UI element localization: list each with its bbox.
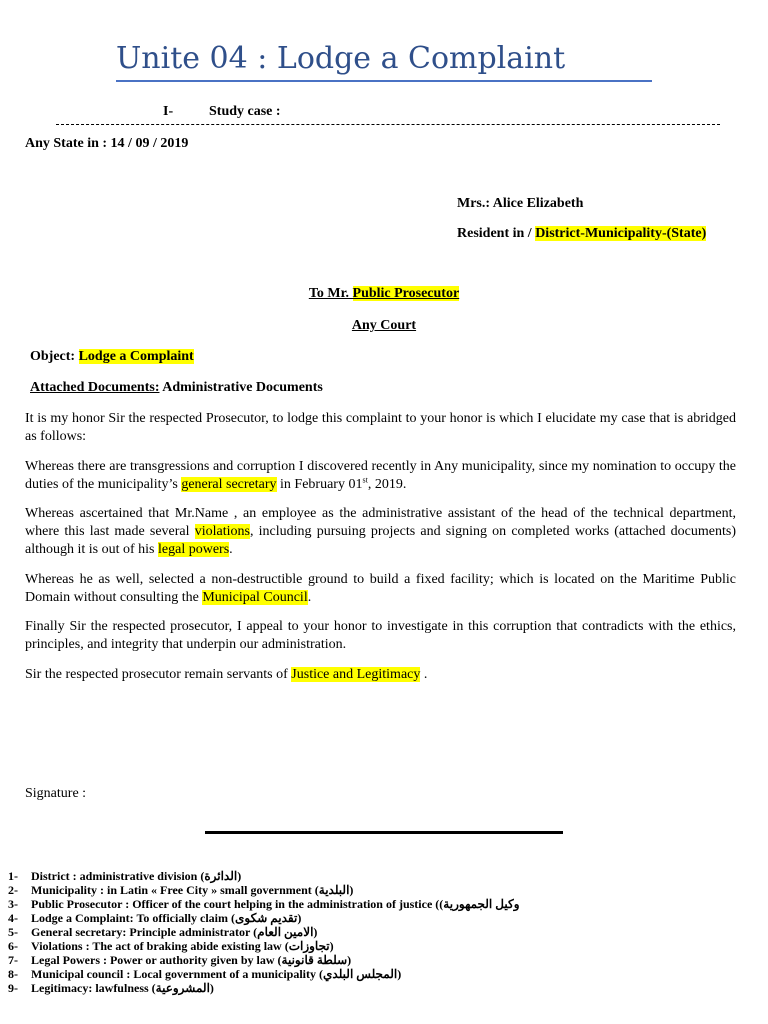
sender-name: Mrs.: Alice Elizabeth — [457, 196, 584, 211]
paragraph-closing — [25, 666, 736, 684]
p4-text-b: . — [307, 590, 312, 605]
object-value: Lodge a Complaint — [78, 349, 194, 364]
paragraph-whereas-2 — [25, 505, 736, 559]
object-label: Object: — [30, 349, 79, 364]
p2-superscript: st — [362, 475, 368, 485]
glossary-item — [8, 939, 708, 953]
recipient-value: Public Prosecutor — [352, 286, 460, 301]
date-line: Any State in : 14 / 09 / 2019 — [25, 136, 189, 151]
p4-highlight: Municipal Council — [202, 590, 308, 605]
glossary-number: 8- — [8, 967, 18, 981]
document-title: Unite 04 : Lodge a Complaint — [116, 42, 652, 82]
glossary-number: 1- — [8, 869, 18, 883]
signature-label: Signature : — [25, 786, 87, 801]
glossary-list — [8, 869, 708, 995]
p6-text-a: Sir the respected prosecutor remain servants of — [25, 667, 292, 682]
recipient-line — [0, 285, 768, 303]
glossary-text: Municipal council : Local government of a municipality (المجلس البلدي) — [31, 967, 402, 981]
p2-highlight: general secretary — [181, 477, 277, 492]
glossary-text: Public Prosecutor : Officer of the court helping in the administration of justice ((وكيل الجمهورية — [31, 897, 520, 911]
study-case-heading — [56, 104, 720, 125]
glossary-number: 4- — [8, 911, 18, 925]
paragraph-finally: Finally Sir the respected prosecutor, I appeal to your honor to investigate in this corruption that contradicts with the ethics, principles, and integrity that underpin our administration. — [25, 619, 736, 652]
p3-text-a: Whereas ascertained that Mr.Name , an employee as the administrative assistant of the head of the technical department, where this last made several — [25, 506, 736, 539]
signature-divider — [205, 831, 563, 834]
glossary-item — [8, 869, 708, 883]
study-case-label: Study case : — [209, 104, 281, 119]
glossary-item — [8, 981, 708, 995]
p2-text-b: in February 01 — [276, 477, 363, 492]
glossary-text: Lodge a Complaint: To officially claim (تقديم شكوى) — [31, 911, 302, 925]
glossary-text: General secretary: Principle administrator (الامين العام) — [31, 925, 318, 939]
glossary-number: 9- — [8, 981, 18, 995]
glossary-number: 7- — [8, 953, 18, 967]
glossary-item — [8, 911, 708, 925]
recipient-prefix: To Mr. — [308, 286, 353, 301]
p6-text-b: . — [420, 667, 428, 682]
attached-line — [30, 379, 323, 397]
glossary-number: 5- — [8, 925, 18, 939]
court-line: Any Court — [351, 318, 417, 333]
glossary-number: 6- — [8, 939, 18, 953]
glossary-text: District : administrative division (الدائرة) — [31, 869, 242, 883]
glossary-text: Municipality : in Latin « Free City » small government (البلدية) — [31, 883, 354, 897]
glossary-item — [8, 883, 708, 897]
p2-text-c: , 2019. — [367, 477, 407, 492]
glossary-number: 3- — [8, 897, 18, 911]
glossary-item — [8, 953, 708, 967]
glossary-number: 2- — [8, 883, 18, 897]
sender-residence — [457, 225, 706, 243]
object-line — [30, 348, 194, 366]
p3-highlight-1: violations — [194, 524, 250, 539]
glossary-item — [8, 925, 708, 939]
glossary-text: Legal Powers : Power or authority given by law (سلطة قانونية) — [31, 953, 352, 967]
paragraph-intro: It is my honor Sir the respected Prosecutor, to lodge this complaint to your honor is which I elucidate my case that is abridged as follows: — [25, 411, 736, 444]
resident-prefix: Resident in / — [457, 226, 536, 241]
glossary-item — [8, 897, 708, 911]
glossary-item — [8, 967, 708, 981]
p2-text-a: Whereas there are transgressions and corruption I discovered recently in Any municipality, since my nomination to occupy the duties of the municipality’s — [25, 459, 736, 492]
paragraph-whereas-3 — [25, 571, 736, 607]
p4-text-a: Whereas he as well, selected a non-destructible ground to build a fixed facility; which is located on the Maritime Public Domain without consulting the — [25, 572, 736, 605]
attached-value: Administrative Documents — [159, 380, 323, 395]
p6-highlight: Justice and Legitimacy — [291, 667, 421, 682]
study-case-number: I- — [163, 104, 174, 119]
paragraph-whereas-1 — [25, 458, 736, 494]
p3-text-b: , including pursuing projects and signing on completed works (attached documents) although it is out of his — [25, 524, 737, 557]
attached-label: Attached Documents: — [30, 380, 160, 395]
resident-value: District-Municipality-(State) — [535, 226, 707, 241]
p3-highlight-2: legal powers — [158, 542, 230, 557]
p3-text-c: . — [229, 542, 233, 557]
glossary-text: Violations : The act of braking abide existing law (تجاوزات) — [31, 939, 334, 953]
glossary-text: Legitimacy: lawfulness (المشروعية) — [31, 981, 214, 995]
